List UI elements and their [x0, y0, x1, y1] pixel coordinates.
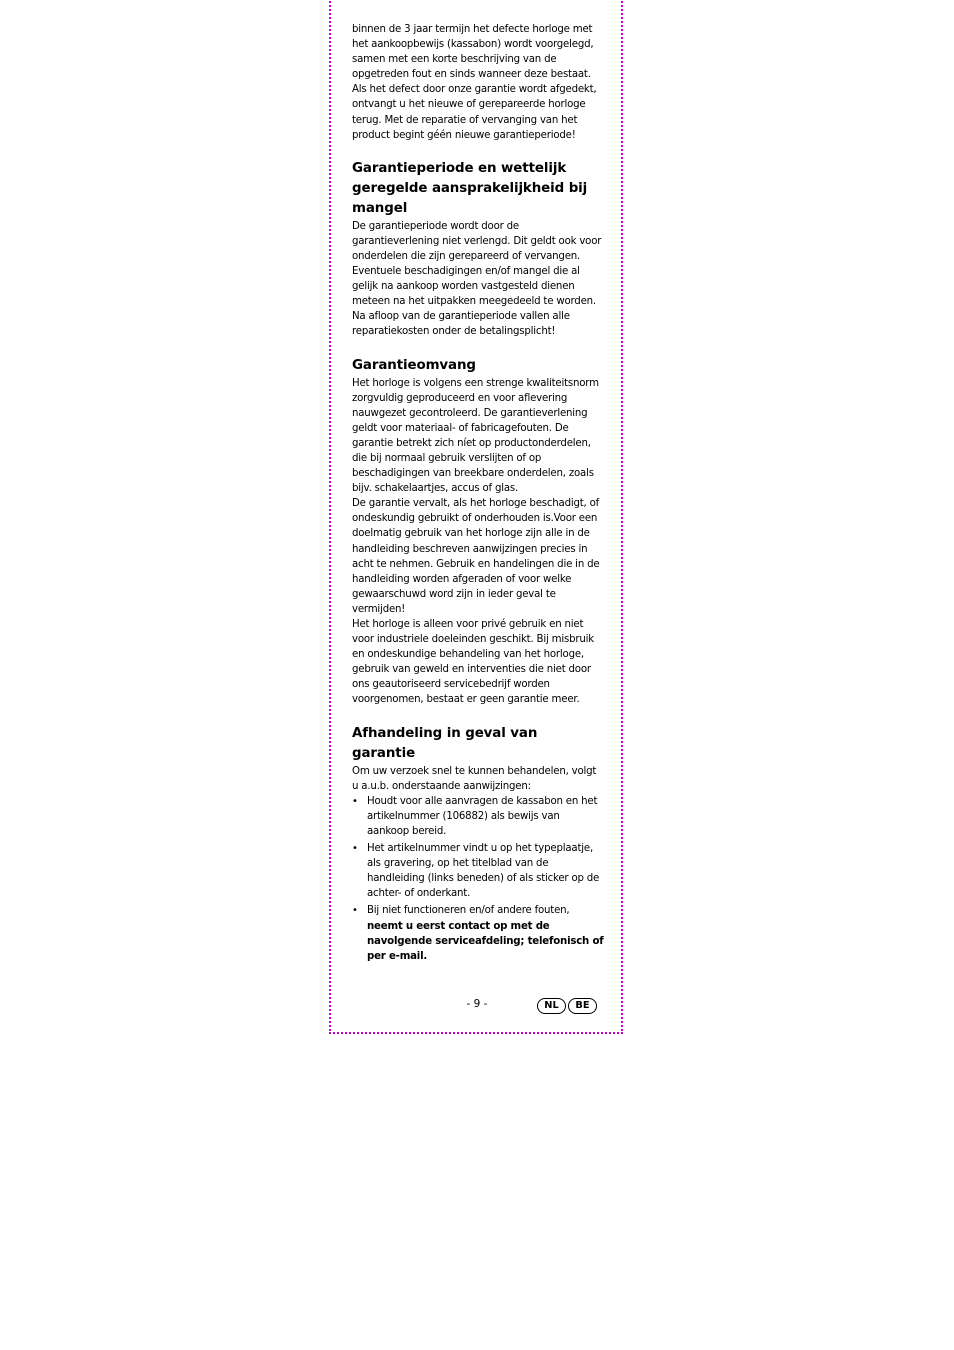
section-heading-garantieperiode: Garantieperiode en wettelijk geregelde aansprakelijkheid bij mangel [352, 160, 588, 216]
list-item [352, 841, 604, 901]
bullet-icon: • [352, 905, 358, 917]
garantieomvang-paragraph-1: Het horloge is volgens een strenge kwaliteitsnorm zorgvuldig geproduceerd en voor aflevering nauwgezet gecontroleerd. De garantieverlening geldt voor materiaal- of fabricagefouten. De garantie betrekt zich níet op productonderdelen, die bij normaal gebruik verslijten of op beschadigingen van breekbare onderdelen, zoals bijv. schakelaartjes, accus of glas. [352, 377, 599, 495]
afhandeling-intro: Om uw verzoek snel te kunnen behandelen, volgt u a.u.b. onderstaande aanwijzingen: [352, 765, 597, 792]
garantieomvang-paragraph-3: Het horloge is alleen voor privé gebruik en niet voor industriele doeleinden geschikt. Bij misbruik en ondeskundige behandeling van het horloge, gebruik van geweld en interventies die niet door ons geautoriseerd servicebedrijf worden voorgenomen, bestaat er geen garantie meer. [352, 619, 594, 706]
list-item-emphasis: neemt u eerst contact op met de navolgende serviceafdeling; telefonisch of per e-mail. [367, 920, 604, 962]
language-badge-be: BE [568, 998, 597, 1014]
list-item-text: Houdt voor alle aanvragen de kassabon en het artikelnummer (106882) als bewijs van aankoop bereid. [367, 795, 598, 837]
list-item-text: Het artikelnummer vindt u op het typeplaatje, als gravering, op het titelblad van de handleiding (links beneden) of als sticker op de achter- of onderkant. [367, 843, 600, 900]
page-number: - 9 - [466, 998, 488, 1010]
garantieomvang-paragraph-2: De garantie vervalt, als het horloge beschadigt, of ondeskundig gebruikt of onderhouden is.Voor een doelmatig gebruik van het horloge zijn alle in de handleiding beschreven aanwijzingen precies in acht te nehmen. Gebruik en handelingen die in de handleiding worden afgeraden of voor welke gewaarschuwd word zijn in ieder geval te vermijden! [352, 498, 600, 615]
language-badges [537, 998, 597, 1014]
section-heading-garantieomvang: Garantieomvang [352, 357, 476, 373]
intro-paragraph: binnen de 3 jaar termijn het defecte horloge met het aankoopbewijs (kassabon) wordt voorgelegd, samen met een korte beschrijving van de opgetreden fout en sinds wanneer deze bestaat. Als het defect door onze garantie wordt afgedekt, ontvangt u het nieuwe of gerepareerde horloge terug. Met de reparatie of vervanging van het product begint géén nieuwe garantieperiode! [352, 24, 597, 141]
afhandeling-bullet-list [352, 794, 604, 964]
section-heading-afhandeling: Afhandeling in geval van garantie [352, 725, 538, 761]
bullet-icon: • [352, 795, 358, 807]
list-item-text: Bij niet functioneren en/of andere fouten, [367, 905, 570, 917]
section-body-garantieperiode: De garantieperiode wordt door de garantieverlening niet verlengd. Dit geldt ook voor onderdelen die zijn gerepareerd of vervangen. Eventuele beschadigingen en/of mangel die al gelijk na aankoop worden vastgesteld dienen meteen na het uitpakken meegedeeld te worden. Na afloop van de garantieperiode vallen alle reparatiekosten onder de betalingsplicht! [352, 220, 602, 338]
language-badge-nl: NL [537, 998, 566, 1014]
manual-page-content [352, 22, 604, 966]
list-item [352, 794, 604, 839]
list-item [352, 903, 604, 963]
bullet-icon: • [352, 843, 358, 855]
